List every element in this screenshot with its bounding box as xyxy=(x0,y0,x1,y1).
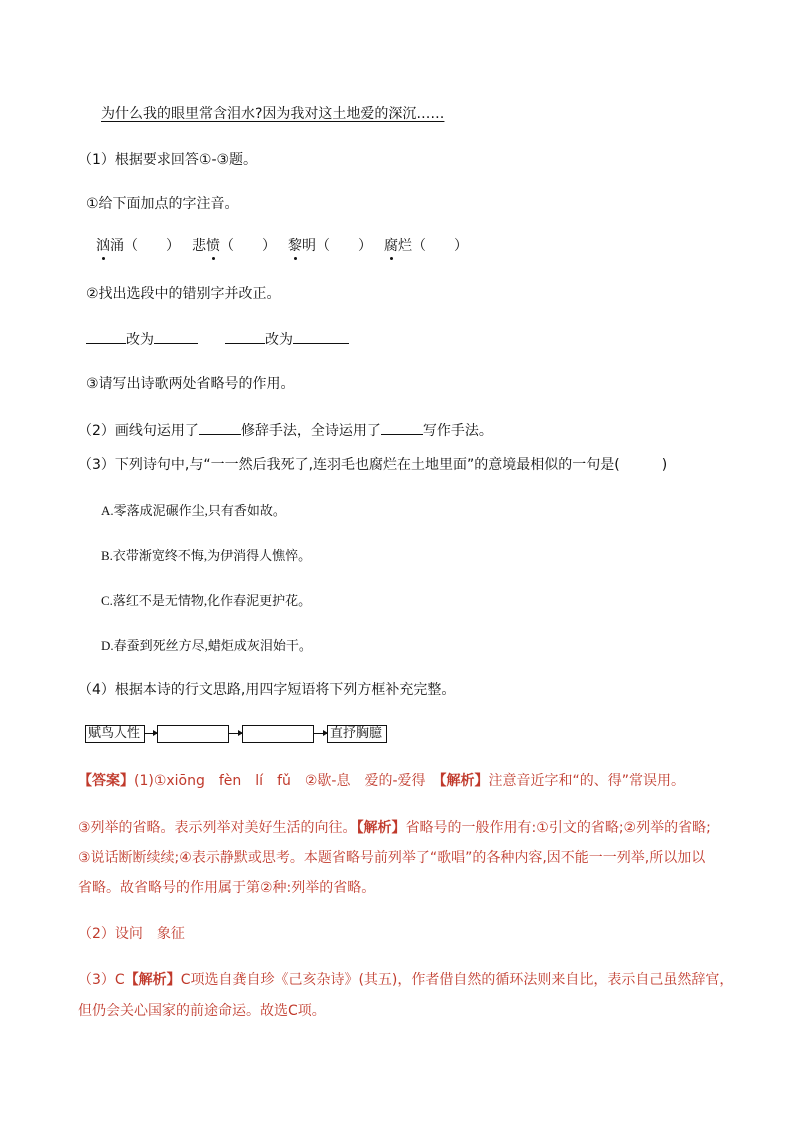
answer-text: (1)①xiōng fèn lí fǔ ②歇-息 爱的-爱得 xyxy=(134,773,440,789)
change-word: 改为 xyxy=(265,332,293,348)
question-1-sub2-label: ②找出选段中的错别字并改正。 xyxy=(86,286,281,302)
question-1-label: （1）根据要求回答①-③题。 xyxy=(78,152,258,168)
analysis-text: 注意音近字和“的、得”常误用。 xyxy=(488,773,686,789)
flow-arrow xyxy=(229,733,242,734)
dotted-char: 愤 xyxy=(206,238,220,254)
answer-text: （3）C xyxy=(78,972,125,988)
question-3-label: （3）下列诗句中,与“一一然后我死了,连羽毛也腐烂在土地里面”的意境最相似的一句是( ) xyxy=(78,457,668,473)
fill-blank[interactable] xyxy=(199,420,241,435)
dotted-char: 黎 xyxy=(288,238,302,254)
flow-box-blank-1[interactable] xyxy=(157,725,229,743)
fill-blank[interactable] xyxy=(225,329,265,344)
answer-q3-line-1 xyxy=(78,970,733,990)
option-a[interactable]: A.零落成泥碾作尘,只有香如故。 xyxy=(101,503,286,518)
answer-text: ③列举的省略。表示列举对美好生活的向往。 xyxy=(78,820,357,836)
answer-line-1 xyxy=(78,771,685,791)
pinyin-item: 悲愤（ ） xyxy=(192,238,276,254)
option-b[interactable]: B.衣带渐宽终不悔,为伊消得人憔悴。 xyxy=(101,548,312,563)
option-c[interactable]: C.落红不是无情物,化作春泥更护花。 xyxy=(101,593,312,608)
q2-text: （2）画线句运用了 xyxy=(78,423,199,439)
answer-line-2 xyxy=(78,818,711,838)
analysis-tag: 【解析】 xyxy=(124,972,181,988)
fill-blank[interactable] xyxy=(154,329,198,344)
flow-box-blank-2[interactable] xyxy=(242,725,314,743)
question-2 xyxy=(78,420,493,441)
pinyin-item: 腐烂（ ） xyxy=(384,238,468,254)
fill-blank[interactable] xyxy=(86,329,126,344)
answer-q2: （2）设问 象征 xyxy=(78,926,185,942)
analysis-tag: 【解析】 xyxy=(356,820,406,836)
change-word: 改为 xyxy=(126,332,154,348)
analysis-text: C项选自龚自珍《己亥杂诗》(其五)，作者借自然的循环法则来自比，表示自己虽然辞官， xyxy=(180,972,734,988)
flow-arrow xyxy=(314,733,327,734)
answer-q3-line-2: 但仍会关心国家的前途命运。故选C项。 xyxy=(78,1003,326,1019)
q2-text: 写作手法。 xyxy=(422,423,493,439)
analysis-tag: 【解析】 xyxy=(439,773,489,789)
pinyin-item: 汹涌（ ） xyxy=(96,238,180,254)
pinyin-item: 黎明（ ） xyxy=(288,238,372,254)
answer-tag: 【答案】 xyxy=(78,773,134,789)
fill-blank[interactable] xyxy=(381,420,423,435)
flow-box-start: 赋鸟人性 xyxy=(85,725,145,743)
pinyin-items xyxy=(96,236,468,256)
analysis-text: 省略号的一般作用有:①引文的省略;②列举的省略; xyxy=(405,820,711,836)
question-4-label: （4）根据本诗的行文思路,用四字短语将下列方框补充完整。 xyxy=(78,682,456,698)
flow-arrow xyxy=(145,733,157,734)
flow-box-end: 直抒胸臆 xyxy=(327,725,387,743)
fill-blank[interactable] xyxy=(293,329,349,344)
answer-line-3: ③说话断断续续;④表示静默或思考。本题省略号前列举了“歌唱”的各种内容,因不能一一列举,所以加以 xyxy=(78,850,706,866)
poem-underlined-line: 为什么我的眼里常含泪水?因为我对这土地爱的深沉…… xyxy=(101,106,445,122)
dotted-char: 腐 xyxy=(384,238,398,254)
q2-text: 修辞手法，全诗运用了 xyxy=(240,423,381,439)
question-1-sub1-label: ①给下面加点的字注音。 xyxy=(86,196,239,212)
answer-line-4: 省略。故省略号的作用属于第②种:列举的省略。 xyxy=(78,880,376,896)
dotted-char: 汹 xyxy=(96,238,110,254)
question-1-sub3-label: ③请写出诗歌两处省略号的作用。 xyxy=(86,376,295,392)
correction-blanks xyxy=(86,329,349,350)
option-d[interactable]: D.春蚕到死丝方尽,蜡炬成灰泪始干。 xyxy=(101,638,312,653)
